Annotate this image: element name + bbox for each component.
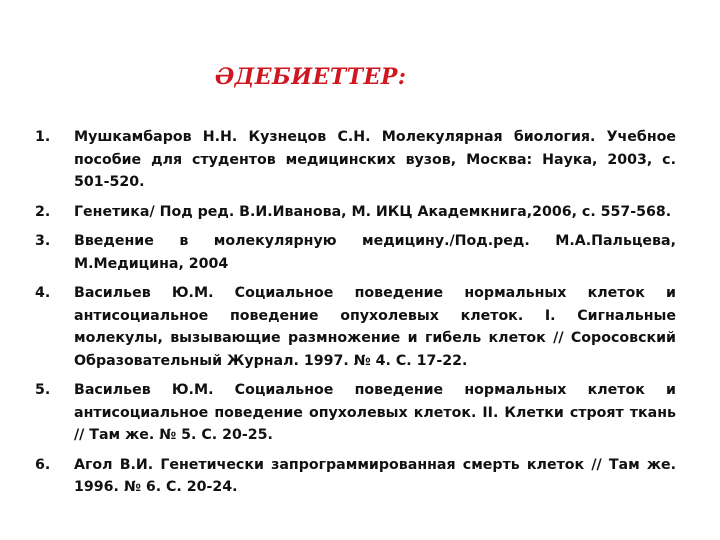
reference-text: Мушкамбаров Н.Н. Кузнецов С.Н. Молекулярная биология. Учебное пособие для студентов медицинских вузов, Москва: Наука, 2003, с. 501-520.	[74, 129, 676, 190]
reference-text: Васильев Ю.М. Социальное поведение нормальных клеток и антисоциальное поведение опухолевых клеток. II. Клетки строят ткань // Там же. № 5. С. 20-25.	[74, 382, 676, 443]
reference-item	[35, 201, 676, 224]
reference-text: Агол В.И. Генетически запрограммированная смерть клеток // Там же. 1996. № 6. С. 20-24.	[74, 456, 676, 495]
slide-title: ӘДЕБИЕТТЕР:	[215, 64, 407, 90]
reference-number: 2.	[35, 203, 51, 220]
reference-item	[35, 126, 676, 194]
reference-text: Васильев Ю.М. Социальное поведение нормальных клеток и антисоциальное поведение опухолевых клеток. I. Сигнальные молекулы, вызывающие размножение и гибель клеток // Соросовский Образовательный Журнал. 1997. № 4. С. 17-22.	[74, 285, 676, 369]
reference-item	[35, 282, 676, 372]
reference-number: 4.	[35, 285, 51, 301]
reference-number: 6.	[35, 456, 51, 473]
reference-item	[35, 454, 676, 499]
reference-number: 3.	[35, 233, 51, 249]
reference-number: 1.	[35, 129, 51, 145]
reference-number: 5.	[35, 382, 51, 398]
reference-text: Генетика/ Под ред. В.И.Иванова, М. ИКЦ Академкнига,2006, с. 557-568.	[74, 203, 672, 220]
reference-list	[35, 126, 676, 506]
reference-item	[35, 230, 676, 275]
reference-item	[35, 379, 676, 447]
reference-text: Введение в молекулярную медицину./Под.ред. М.А.Пальцева, М.Медицина, 2004	[74, 233, 676, 272]
